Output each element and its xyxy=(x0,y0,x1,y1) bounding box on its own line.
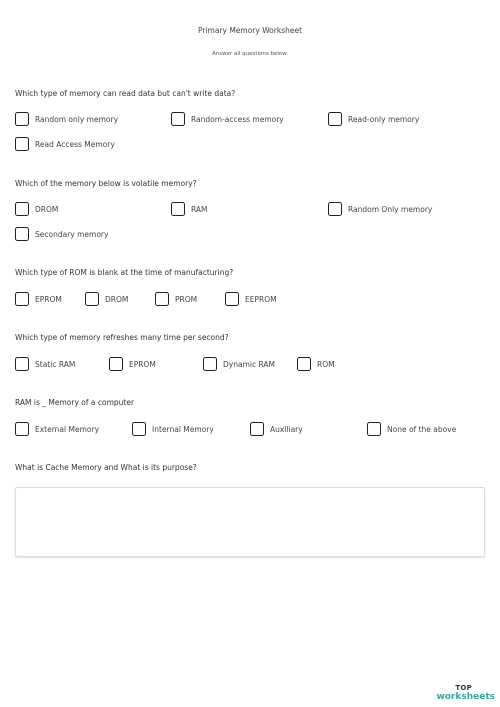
option-internal-memory[interactable] xyxy=(132,422,214,436)
option-label: Secondary memory xyxy=(35,229,109,239)
option-label: Static RAM xyxy=(35,359,76,369)
option-static-ram[interactable] xyxy=(15,357,75,371)
option-label: Read-only memory xyxy=(348,114,420,124)
logo-top-text: TOP xyxy=(455,684,473,692)
question-text: Which type of memory refreshes many time per second? xyxy=(15,333,229,342)
option-prom[interactable] xyxy=(155,292,197,306)
question-2 xyxy=(15,179,485,189)
option-label: EEPROM xyxy=(245,294,277,304)
option-label: ROM xyxy=(317,359,335,369)
option-label: EPROM xyxy=(129,359,156,369)
checkbox[interactable] xyxy=(297,357,311,371)
checkbox[interactable] xyxy=(15,202,29,216)
logo-bottom-text: worksheets xyxy=(436,692,495,702)
option-eprom[interactable] xyxy=(15,292,62,306)
option-random-only-memory[interactable] xyxy=(15,112,118,126)
question-1 xyxy=(15,89,485,99)
question-4 xyxy=(15,333,485,343)
option-label: Random-access memory xyxy=(191,114,284,124)
option-label: PROM xyxy=(175,294,198,304)
answer-textarea[interactable] xyxy=(16,488,484,556)
option-label: Auxiliary xyxy=(270,424,303,434)
option-drom[interactable] xyxy=(85,292,128,306)
question-text: RAM is _ Memory of a computer xyxy=(15,398,135,407)
worksheet-title: Primary Memory Worksheet xyxy=(197,26,303,35)
checkbox[interactable] xyxy=(367,422,381,436)
option-label: Dynamic RAM xyxy=(223,359,275,369)
question-text: What is Cache Memory and What is its purpose? xyxy=(15,463,197,472)
question-text: Which of the memory below is volatile memory? xyxy=(15,179,197,188)
option-label: External Memory xyxy=(35,424,100,434)
option-auxiliary[interactable] xyxy=(250,422,303,436)
checkbox[interactable] xyxy=(155,292,169,306)
checkbox[interactable] xyxy=(203,357,217,371)
option-label: EPROM xyxy=(35,294,62,304)
checkbox[interactable] xyxy=(15,422,29,436)
checkbox[interactable] xyxy=(328,112,342,126)
checkbox[interactable] xyxy=(85,292,99,306)
checkbox[interactable] xyxy=(15,137,29,151)
option-label: Read Access Memory xyxy=(35,139,115,149)
option-label: DROM xyxy=(35,204,59,214)
option-drom[interactable] xyxy=(15,202,58,216)
option-ram[interactable] xyxy=(171,202,208,216)
checkbox[interactable] xyxy=(15,227,29,241)
question-6 xyxy=(15,463,485,473)
checkbox[interactable] xyxy=(15,357,29,371)
checkbox[interactable] xyxy=(15,112,29,126)
option-label: RAM xyxy=(191,204,208,214)
option-label: Internal Memory xyxy=(152,424,214,434)
option-read-access-memory[interactable] xyxy=(15,137,115,151)
question-5 xyxy=(15,398,485,408)
option-eprom[interactable] xyxy=(109,357,156,371)
option-secondary-memory[interactable] xyxy=(15,227,108,241)
option-dynamic-ram[interactable] xyxy=(203,357,275,371)
option-label: DROM xyxy=(105,294,129,304)
question-text: Which type of memory can read data but can't write data? xyxy=(15,89,236,98)
option-random-only-memory[interactable] xyxy=(328,202,432,216)
checkbox[interactable] xyxy=(250,422,264,436)
checkbox[interactable] xyxy=(132,422,146,436)
option-read-only-memory[interactable] xyxy=(328,112,419,126)
option-label: None of the above xyxy=(387,424,457,434)
checkbox[interactable] xyxy=(15,292,29,306)
checkbox[interactable] xyxy=(171,202,185,216)
option-random-access-memory[interactable] xyxy=(171,112,284,126)
checkbox[interactable] xyxy=(328,202,342,216)
question-text: Which type of ROM is blank at the time of manufacturing? xyxy=(15,268,234,277)
checkbox[interactable] xyxy=(225,292,239,306)
worksheet-instructions: Answer all questions below. xyxy=(211,51,289,57)
option-label: Random Only memory xyxy=(348,204,433,214)
option-label: Random only memory xyxy=(35,114,119,124)
option-external-memory[interactable] xyxy=(15,422,99,436)
checkbox[interactable] xyxy=(171,112,185,126)
answer-box[interactable] xyxy=(15,487,485,557)
option-rom[interactable] xyxy=(297,357,335,371)
question-3 xyxy=(15,268,485,278)
checkbox[interactable] xyxy=(109,357,123,371)
option-none-of-the-above[interactable] xyxy=(367,422,456,436)
top-worksheets-logo xyxy=(436,684,495,702)
option-eeprom[interactable] xyxy=(225,292,277,306)
